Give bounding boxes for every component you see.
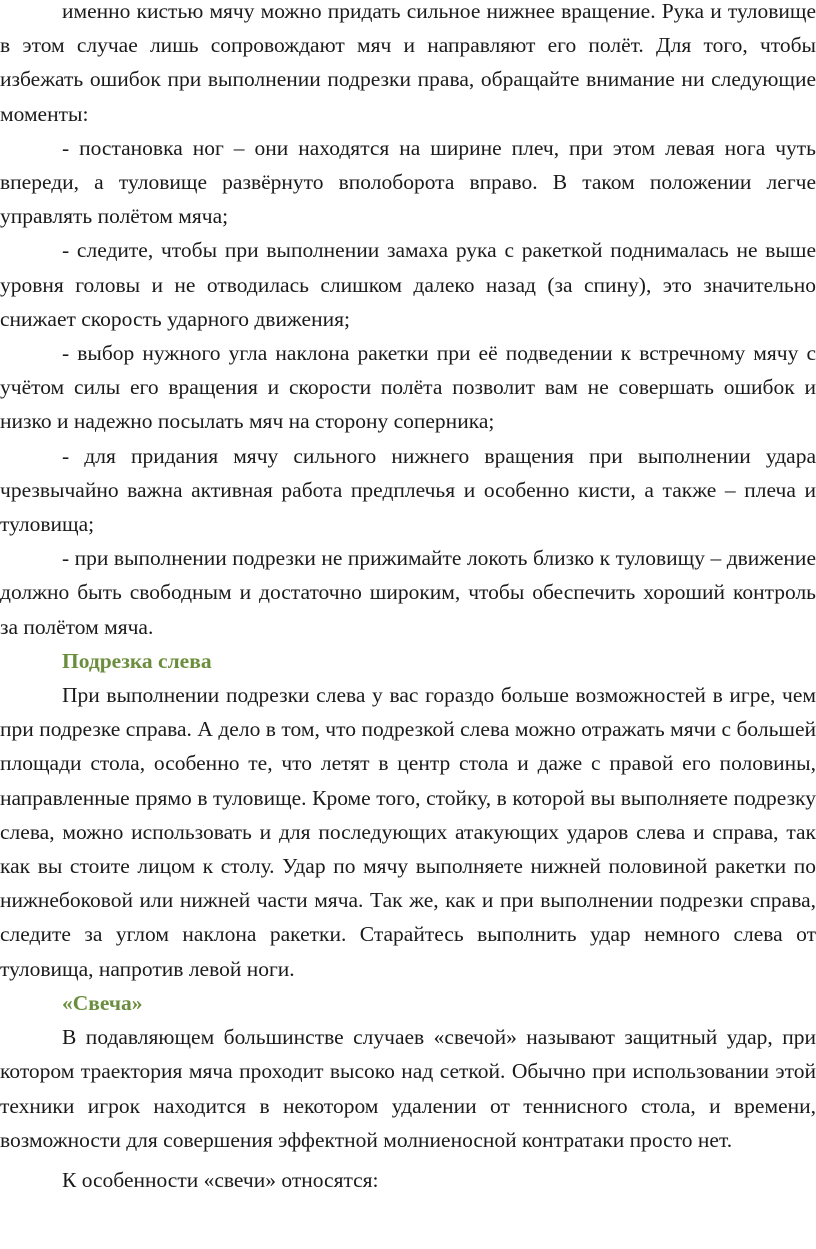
section-heading-backhand-chop: Подрезка слева: [62, 648, 212, 673]
paragraph-candle-features: К особенности «свечи» относятся:: [62, 1167, 379, 1192]
list-item-elbow: - при выполнении подрезки не прижимайте локоть близко к туловищу – движение должно быть свободным и достаточно широким, чтобы обеспечить хороший контроль за полётом мяча.: [0, 546, 816, 639]
section-heading-candle: «Свеча»: [62, 990, 143, 1015]
list-item-stance: - постановка ног – они находятся на ширине плеч, при этом левая нога чуть впереди, а туловище развёрнуто вполоборота вправо. В таком положении легче управлять полётом мяча;: [0, 135, 816, 229]
paragraph-candle: В подавляющем большинстве случаев «свечой» называют защитный удар, при котором траектория мяча проходит высоко над сеткой. Обычно при использовании этой техники игрок находится в некотором удалении от теннисного стола, и времени, возможности для совершения эффектной молниеносной контратаки просто нет.: [0, 1025, 816, 1152]
paragraph-intro: именно кистью мячу можно придать сильное нижнее вращение. Рука и туловище в этом случае лишь сопровождают мяч и направляют его полёт. Для того, чтобы избежать ошибок при выполнении подрезки права, обращайте внимание ни следующие моменты:: [0, 0, 816, 126]
list-item-forearm: - для придания мячу сильного нижнего вращения при выполнении удара чрезвычайно важна активная работа предплечья и особенно кисти, а также – плеча и туловища;: [0, 443, 816, 537]
paragraph-backhand-chop: При выполнении подрезки слева у вас гораздо больше возможностей в игре, чем при подрезке справа. А дело в том, что подрезкой слева можно отражать мячи с большей площади стола, особенно те, что летят в центр стола и даже с правой его половины, направленные прямо в туловище. Кроме того, стойку, в которой вы выполняете подрезку слева, можно использовать и для последующих атакующих ударов слева и справа, так как вы стоите лицом к столу. Удар по мячу выполняете нижней половиной ракетки по нижнебоковой или нижней части мяча. Так же, как и при выполнении подрезки справа, следите за углом наклона ракетки. Старайтесь выполнить удар немного слева от туловища, напротив левой ноги.: [0, 683, 816, 981]
list-item-racket-angle: - выбор нужного угла наклона ракетки при её подведении к встречному мячу с учётом силы его вращения и скорости полёта позволит вам не совершать ошибок и низко и надежно посылать мяч на сторону соперника;: [0, 341, 816, 434]
list-item-backswing: - следите, чтобы при выполнении замаха рука с ракеткой поднималась не выше уровня головы и не отводилась слишком далеко назад (за спину), это значительно снижает скорость ударного движения;: [0, 238, 816, 331]
